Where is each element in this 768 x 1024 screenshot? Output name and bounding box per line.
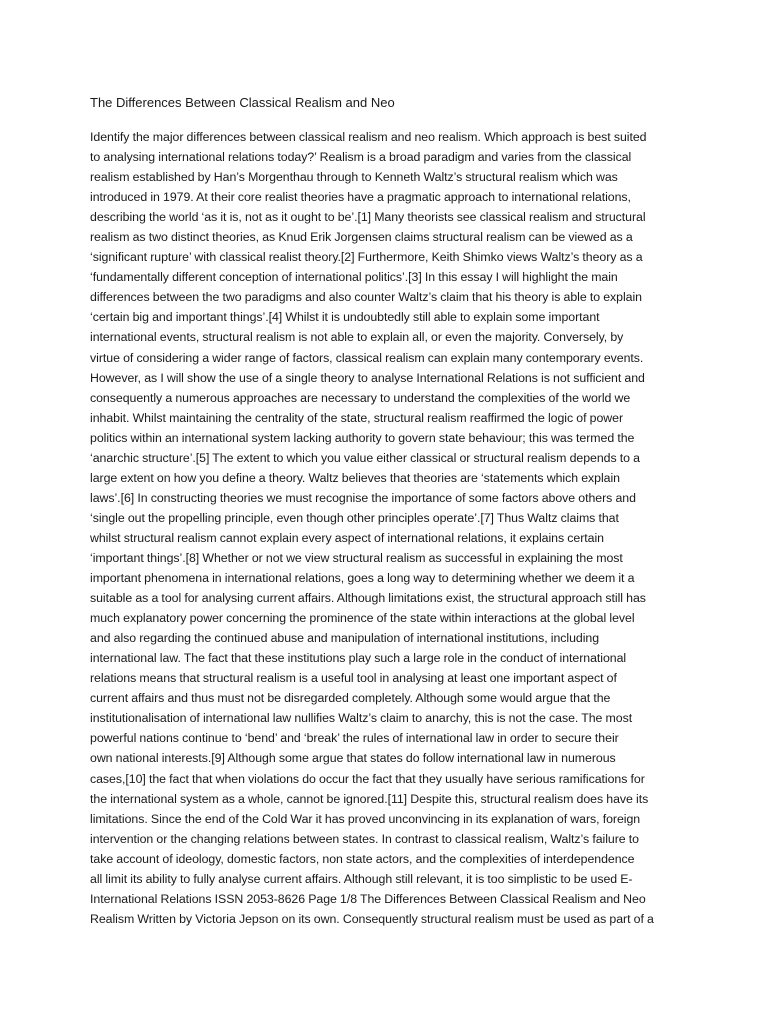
body-line: intervention or the changing relations between states. In contrast to classical realism, Waltz’s failure to xyxy=(90,831,639,846)
body-line: differences between the two paradigms and also counter Waltz’s claim that his theory is able to explain xyxy=(90,290,642,305)
body-line: laws’.[6] In constructing theories we must recognise the importance of some factors above others and xyxy=(90,490,636,505)
body-line: Realism Written by Victoria Jepson on its own. Consequently structural realism must be used as part of a xyxy=(90,911,654,926)
body-line: all limit its ability to fully analyse current affairs. Although still relevant, it is too simplistic to be used E- xyxy=(90,871,633,886)
body-line: whilst structural realism cannot explain every aspect of international relations, it explains certain xyxy=(90,530,604,545)
body-line: take account of ideology, domestic factors, non state actors, and the complexities of interdependence xyxy=(90,851,635,866)
body-line: suitable as a tool for analysing current affairs. Although limitations exist, the structural approach still has xyxy=(90,591,646,606)
body-line: realism established by Han’s Morgenthau through to Kenneth Waltz’s structural realism which was xyxy=(90,170,618,185)
body-line: institutionalisation of international law nullifies Waltz’s claim to anarchy, this is not the case. The most xyxy=(90,711,633,726)
body-line: describing the world ‘as it is, not as it ought to be’.[1] Many theorists see classical realism and structural xyxy=(90,210,646,225)
body-line: own national interests.[9] Although some argue that states do follow international law in numerous xyxy=(90,751,616,766)
body-line: realism as two distinct theories, as Knud Erik Jorgensen claims structural realism can be viewed as a xyxy=(90,230,633,245)
body-line: inhabit. Whilst maintaining the centrality of the state, structural realism reaffirmed the logic of power xyxy=(90,410,624,425)
body-line: relations means that structural realism is a useful tool in analysing at least one important aspect of xyxy=(90,671,617,686)
body-line: ‘anarchic structure’.[5] The extent to which you value either classical or structural realism depends to a xyxy=(90,450,640,465)
body-line: International Relations ISSN 2053-8626 Page 1/8 The Differences Between Classical Realism and Neo xyxy=(90,891,646,906)
body-line: limitations. Since the end of the Cold War it has proved unconvincing in its explanation of wars, foreign xyxy=(90,811,641,826)
body-line: cases,[10] the fact that when violations do occur the fact that they usually have serious ramifications for xyxy=(90,771,645,786)
body-line: the international system as a whole, cannot be ignored.[11] Despite this, structural realism does have its xyxy=(90,791,649,806)
body-line: politics within an international system lacking authority to govern state behaviour; this was termed the xyxy=(90,430,635,445)
body-line: virtue of considering a wider range of factors, classical realism can explain many contemporary events. xyxy=(90,350,644,365)
body-line: international events, structural realism is not able to explain all, or even the majority. Conversely, by xyxy=(90,330,624,345)
body-line: introduced in 1979. At their core realist theories have a pragmatic approach to international relations, xyxy=(90,190,631,205)
body-line: Identify the major differences between classical realism and neo realism. Which approach is best suited xyxy=(90,130,647,144)
body-line: and also regarding the continued abuse and manipulation of international institutions, including xyxy=(90,631,600,646)
body-line: important phenomena in international relations, goes a long way to determining whether we deem it a xyxy=(90,571,635,586)
body-line: However, as I will show the use of a single theory to analyse International Relations is not sufficient and xyxy=(90,370,645,385)
body-line: ‘single out the propelling principle, even though other principles operate’.[7] Thus Waltz claims that xyxy=(90,510,619,525)
body-line: ‘fundamentally different conception of international politics’.[3] In this essay I will highlight the main xyxy=(90,270,618,285)
body-line: to analysing international relations today?’ Realism is a broad paradigm and varies from the classical xyxy=(90,150,632,165)
document-title: The Differences Between Classical Realism and Neo xyxy=(90,95,395,110)
body-line: current affairs and thus must not be disregarded completely. Although some would argue that the xyxy=(90,691,611,706)
body-line: large extent on how you define a theory. Waltz believes that theories are ‘statements which explain xyxy=(90,470,620,485)
body-line: much explanatory power concerning the prominence of the state within interactions at the global level xyxy=(90,611,635,626)
document-body xyxy=(90,127,700,1024)
body-line: international law. The fact that these institutions play such a large role in the conduct of international xyxy=(90,651,627,666)
body-line: ‘significant rupture’ with classical realist theory.[2] Furthermore, Keith Shimko views Waltz’s theory as a xyxy=(90,250,643,265)
body-line: ‘important things’.[8] Whether or not we view structural realism as successful in explaining the most xyxy=(90,550,623,565)
body-line: consequently a numerous approaches are necessary to understand the complexities of the world we xyxy=(90,390,631,405)
body-line: powerful nations continue to ‘bend’ and ‘break’ the rules of international law in order to secure their xyxy=(90,731,619,746)
body-line: ‘certain big and important things’.[4] Whilst it is undoubtedly still able to explain some important xyxy=(90,310,600,325)
